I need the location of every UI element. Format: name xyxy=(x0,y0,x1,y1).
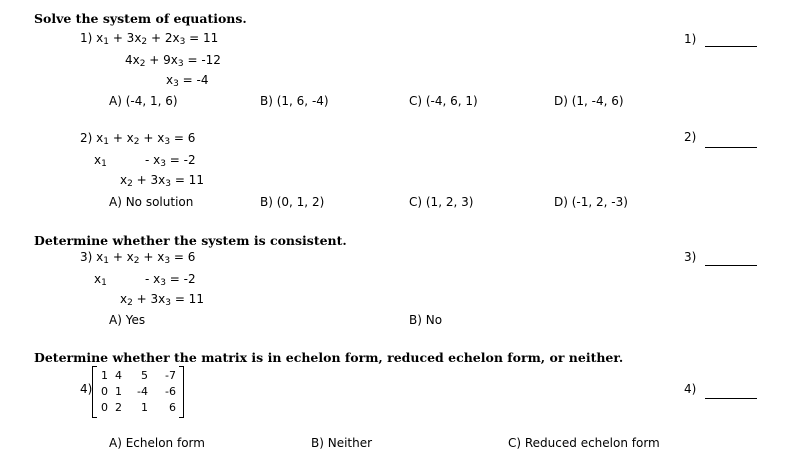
q1-choice-d[interactable]: D) (1, -4, 6) xyxy=(554,94,624,108)
q1-eq1-text: $x_1 + 3x_2 + 2x_3 = 11$ xyxy=(96,31,219,47)
q3-answer-label: 3) xyxy=(684,250,697,264)
q2-choice-a[interactable]: A) No solution xyxy=(109,195,194,209)
matrix-cell: 0 xyxy=(101,385,108,398)
q1-equation-2: $4x_2 + 9x_3 = -12$ xyxy=(125,53,221,69)
section-heading-echelon: Determine whether the matrix is in echelon form, reduced echelon form, or neither. xyxy=(34,350,624,365)
q2-choice-b[interactable]: B) (0, 1, 2) xyxy=(260,195,325,209)
matrix-cell: 4 xyxy=(115,369,122,382)
matrix-cell: 5 xyxy=(141,369,148,382)
matrix-cell: -6 xyxy=(165,385,176,398)
q1-choice-a[interactable]: A) (-4, 1, 6) xyxy=(109,94,178,108)
q3-answer-blank[interactable] xyxy=(705,265,757,266)
section-heading-solve: Solve the system of equations. xyxy=(34,11,247,26)
section-heading-consistent: Determine whether the system is consistent. xyxy=(34,233,347,248)
matrix-cell: 1 xyxy=(115,385,122,398)
q4-matrix xyxy=(92,366,184,418)
q2-eq1-text: $x_1 + x_2 + x_3 = 6$ xyxy=(96,131,196,147)
q1-answer-label: 1) xyxy=(684,32,697,46)
q2-number: 2) xyxy=(80,131,93,145)
q2-equation-3: $x_2 + 3x_3 = 11$ xyxy=(120,173,204,189)
q3-equation-2-right: - $x_3 = -2$ xyxy=(145,272,196,288)
q2-choice-d[interactable]: D) (-1, 2, -3) xyxy=(554,195,628,209)
q3-choice-b[interactable]: B) No xyxy=(409,313,443,327)
q4-answer-label: 4) xyxy=(684,382,697,396)
q3-equation-3: $x_2 + 3x_3 = 11$ xyxy=(120,292,204,308)
q4-number: 4) xyxy=(80,382,93,396)
matrix-cell: -7 xyxy=(165,369,176,382)
q4-answer-blank[interactable] xyxy=(705,398,757,399)
q2-answer-blank[interactable] xyxy=(705,147,757,148)
q3-equation-2-left: $x_1$ xyxy=(94,272,107,288)
q3-choice-a[interactable]: A) Yes xyxy=(109,313,146,327)
q1-equation-1 xyxy=(80,31,218,45)
matrix-cell: 0 xyxy=(101,401,108,414)
q2-equation-2-right: - $x_3 = -2$ xyxy=(145,153,196,169)
q1-choice-c[interactable]: C) (-4, 6, 1) xyxy=(409,94,478,108)
q3-number: 3) xyxy=(80,250,93,264)
matrix-cell: 6 xyxy=(169,401,176,414)
q1-choice-b[interactable]: B) (1, 6, -4) xyxy=(260,94,329,108)
matrix-cell: 2 xyxy=(115,401,122,414)
q2-answer-label: 2) xyxy=(684,130,697,144)
q2-choice-c[interactable]: C) (1, 2, 3) xyxy=(409,195,474,209)
q4-choice-c[interactable]: C) Reduced echelon form xyxy=(508,436,660,450)
q4-choice-b[interactable]: B) Neither xyxy=(311,436,373,450)
q2-equation-1 xyxy=(80,131,195,145)
matrix-cell: -4 xyxy=(137,385,148,398)
matrix-left-bracket xyxy=(92,366,97,418)
q1-answer-blank[interactable] xyxy=(705,46,757,47)
matrix-right-bracket xyxy=(179,366,184,418)
q3-equation-1 xyxy=(80,250,195,264)
q3-eq1-text: $x_1 + x_2 + x_3 = 6$ xyxy=(96,250,196,266)
q1-equation-3: $x_3 = -4$ xyxy=(166,73,209,89)
q1-number: 1) xyxy=(80,31,93,45)
matrix-cell: 1 xyxy=(141,401,148,414)
matrix-cell: 1 xyxy=(101,369,108,382)
q2-equation-2-left: $x_1$ xyxy=(94,153,107,169)
q4-choice-a[interactable]: A) Echelon form xyxy=(109,436,205,450)
